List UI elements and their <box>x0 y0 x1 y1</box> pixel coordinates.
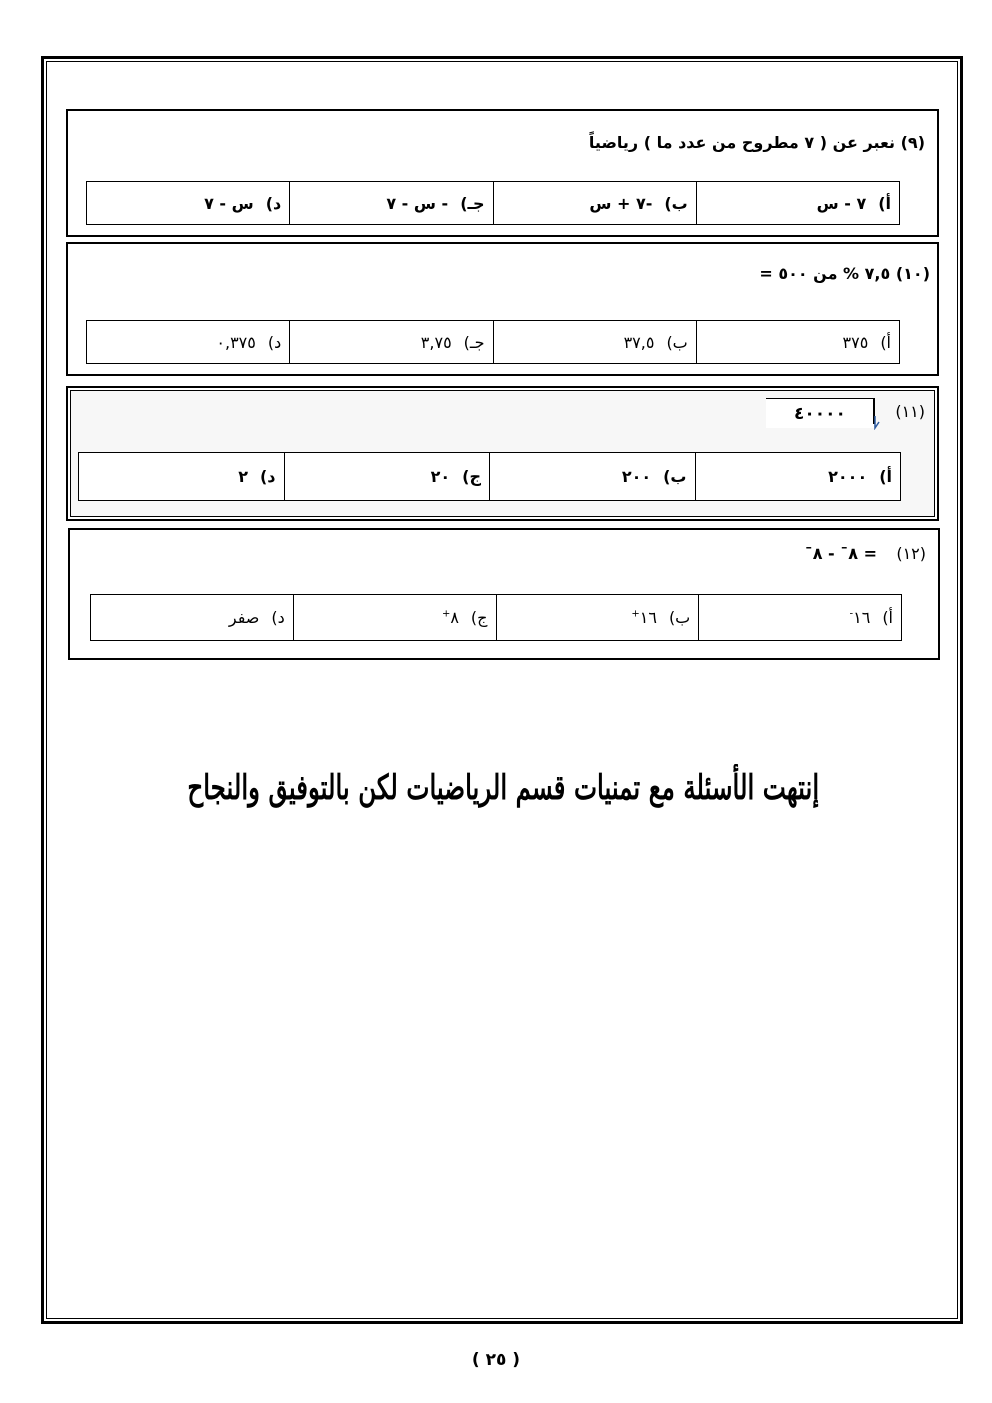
option-text: ٨ <box>450 608 459 627</box>
option-letter: ب) <box>664 193 688 213</box>
question-10-option-d[interactable] <box>87 321 289 363</box>
question-12-number: (١٢) <box>896 544 926 563</box>
closing-message: إنتهت الأسئلة مع تمنيات قسم الرياضيات لكن بالتوفيق والنجاح <box>187 768 820 808</box>
question-11-option-a[interactable] <box>695 453 901 500</box>
option-letter: د) <box>265 193 282 213</box>
option-letter: ب) <box>663 467 687 486</box>
option-letter: ب) <box>668 608 691 627</box>
option-letter: أ) <box>878 193 891 213</box>
question-9-option-c[interactable] <box>289 182 492 224</box>
question-9-option-d[interactable] <box>87 182 289 224</box>
option-text: صفر <box>228 608 260 627</box>
question-12-expression: = ٨¯ - ٨¯ <box>804 544 877 563</box>
option-text: ٣٧,٥ <box>623 332 655 352</box>
question-11-option-b[interactable] <box>489 453 695 500</box>
question-11-option-c[interactable] <box>284 453 490 500</box>
option-letter: د) <box>271 608 285 627</box>
question-10-prompt: (١٠) ٧,٥ % من ٥٠٠ = <box>759 264 930 283</box>
option-sign: - <box>849 608 854 620</box>
option-text: س - ٧ <box>204 193 254 213</box>
option-text: ٣,٧٥ <box>420 332 452 352</box>
question-12-option-a[interactable] <box>698 595 901 640</box>
option-text: ٢٠٠٠ <box>828 467 868 486</box>
option-letter: أ) <box>882 608 893 627</box>
question-9-options <box>86 181 900 225</box>
question-10-option-a[interactable] <box>696 321 899 363</box>
option-letter: ج) <box>470 608 488 627</box>
question-11-option-d[interactable] <box>79 453 284 500</box>
option-letter: ب) <box>666 332 688 352</box>
long-division-hook-icon <box>868 416 882 430</box>
question-12-option-d[interactable] <box>91 595 293 640</box>
long-division-dividend: ٤٠٠٠٠ <box>766 398 874 428</box>
question-9-option-a[interactable] <box>696 182 899 224</box>
question-10-option-c[interactable] <box>289 321 492 363</box>
option-letter: جـ) <box>463 332 485 352</box>
page-number: ( ٢٥ ) <box>471 1350 521 1370</box>
question-9-prompt: (٩) نعبر عن ( ٧ مطروح من عدد ما ) رياضياً <box>588 133 925 152</box>
option-text: -٧ + س <box>589 193 653 213</box>
question-11-options <box>78 452 901 501</box>
question-12-option-b[interactable] <box>496 595 699 640</box>
option-sign: + <box>441 608 451 620</box>
question-12-options <box>90 594 902 641</box>
option-text: ٢ <box>238 467 248 486</box>
question-10-option-b[interactable] <box>493 321 696 363</box>
option-text: ٢٠ <box>430 467 451 486</box>
option-text: ٠,٣٧٥ <box>216 332 256 352</box>
question-12-option-c[interactable] <box>293 595 496 640</box>
option-letter: أ) <box>879 467 892 486</box>
option-text: ٧ - س <box>816 193 867 213</box>
option-text: ٢٠٠ <box>621 467 652 486</box>
option-letter: جـ) <box>460 193 485 213</box>
option-text: ١٦ <box>853 608 871 627</box>
option-letter: أ) <box>880 332 891 352</box>
option-text: ٣٧٥ <box>842 332 869 352</box>
option-letter: ج) <box>462 467 481 486</box>
option-letter: د) <box>267 332 282 352</box>
question-9-option-b[interactable] <box>493 182 696 224</box>
option-text: ١٦ <box>639 608 657 627</box>
option-letter: د) <box>259 467 276 486</box>
question-11-number: (١١) <box>895 402 925 421</box>
question-10-options <box>86 320 900 364</box>
option-text: - س - ٧ <box>386 193 449 213</box>
option-sign: + <box>631 608 640 620</box>
